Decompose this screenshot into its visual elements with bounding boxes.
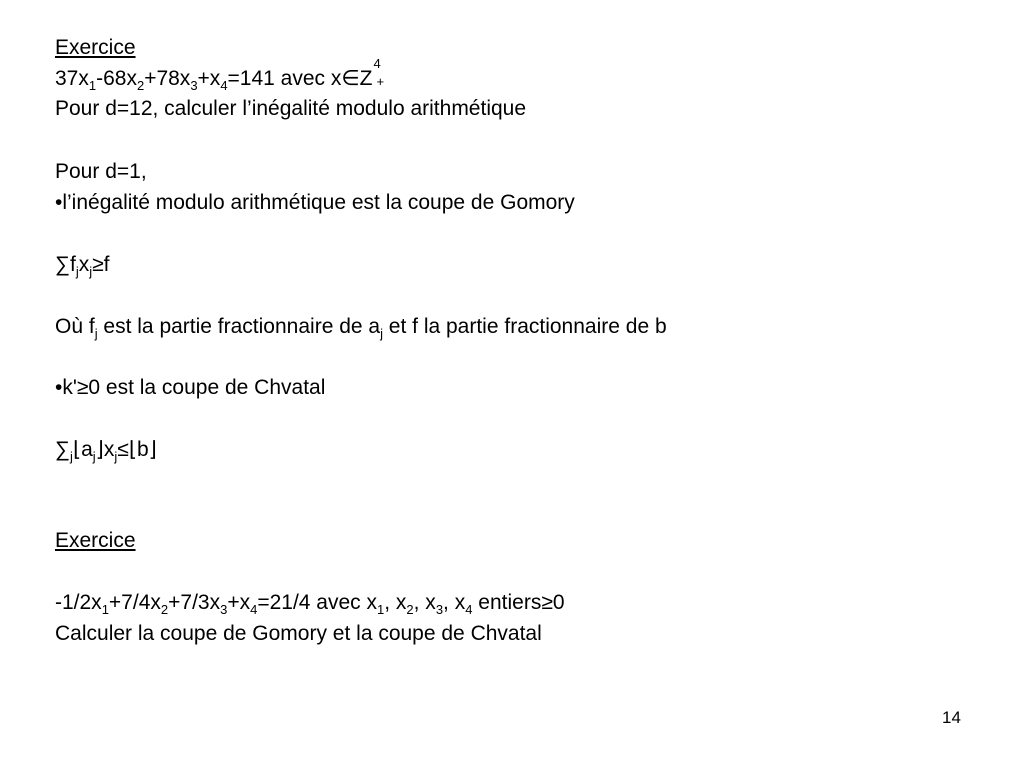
eq-subscript: 3 <box>220 602 228 617</box>
gomory-formula <box>55 253 109 277</box>
text-run: Où f <box>55 315 95 338</box>
formula-subscript: j <box>114 449 118 464</box>
exercise-2-task: Calculer la coupe de Gomory et la coupe de Chvatal <box>55 622 542 645</box>
exercise-1-heading: Exercice <box>55 36 136 59</box>
formula-term: x <box>78 253 90 276</box>
formula-subscript: j <box>89 264 93 279</box>
page-number: 14 <box>942 708 961 727</box>
eq-term: , x <box>413 591 436 614</box>
formula-term: ⌊a <box>72 438 93 461</box>
eq-term: +x <box>227 591 251 614</box>
formula-subscript: j <box>69 449 73 464</box>
eq-subscript: 4 <box>465 602 473 617</box>
eq-term: 37x <box>55 67 89 90</box>
exercise-1-task: Pour d=12, calculer l’inégalité modulo arithmétique <box>55 97 527 120</box>
exercise-1-equation <box>55 56 385 93</box>
eq-term: =21/4 avec x <box>257 591 377 614</box>
eq-subscript: 3 <box>190 78 198 93</box>
eq-subscript: + <box>376 74 385 89</box>
exercise-2-equation <box>55 591 565 615</box>
text-subscript: j <box>94 326 98 341</box>
eq-term: +7/3x <box>168 591 221 614</box>
eq-term: +x <box>197 67 221 90</box>
chvatal-bullet: •k'≥0 est la coupe de Chvatal <box>55 376 326 399</box>
eq-superscript: 4 <box>373 56 381 71</box>
formula-subscript: j <box>92 449 96 464</box>
formula-term: ⌋x <box>95 438 115 461</box>
eq-subscript: 2 <box>136 78 145 93</box>
exercise-2-heading: Exercice <box>55 529 136 552</box>
eq-subscript: 3 <box>435 602 444 617</box>
text-run: et f la partie fractionnaire de b <box>382 315 667 338</box>
eq-term: , x <box>384 591 407 614</box>
eq-term: +78x <box>144 67 191 90</box>
eq-subscript: 1 <box>88 78 97 93</box>
eq-term: =141 avec x∈Z <box>227 67 373 90</box>
chvatal-formula <box>55 438 157 462</box>
eq-subscript: 1 <box>377 602 385 617</box>
formula-term: ∑ <box>55 438 70 461</box>
formula-term: ∑f <box>55 253 76 276</box>
eq-term: -68x <box>96 67 137 90</box>
formula-subscript: j <box>75 264 79 279</box>
eq-superscript-group <box>373 56 385 89</box>
eq-subscript: 1 <box>101 602 109 617</box>
gomory-bullet: •l’inégalité modulo arithmétique est la coupe de Gomory <box>55 191 575 214</box>
formula-term: ≤⌊b⌋ <box>117 438 157 461</box>
eq-subscript: 2 <box>160 602 169 617</box>
text-run: est la partie fractionnaire de a <box>97 315 381 338</box>
eq-subscript: 2 <box>406 602 414 617</box>
d1-intro: Pour d=1, <box>55 160 147 183</box>
eq-term: entiers≥0 <box>472 591 565 614</box>
eq-term: -1/2x <box>55 591 102 614</box>
eq-term: , x <box>443 591 466 614</box>
eq-subscript: 4 <box>250 602 258 617</box>
eq-term: +7/4x <box>108 591 161 614</box>
fractional-part-explanation <box>55 315 667 339</box>
formula-term: ≥f <box>92 253 110 276</box>
eq-subscript: 4 <box>220 78 228 93</box>
text-subscript: j <box>380 326 383 341</box>
